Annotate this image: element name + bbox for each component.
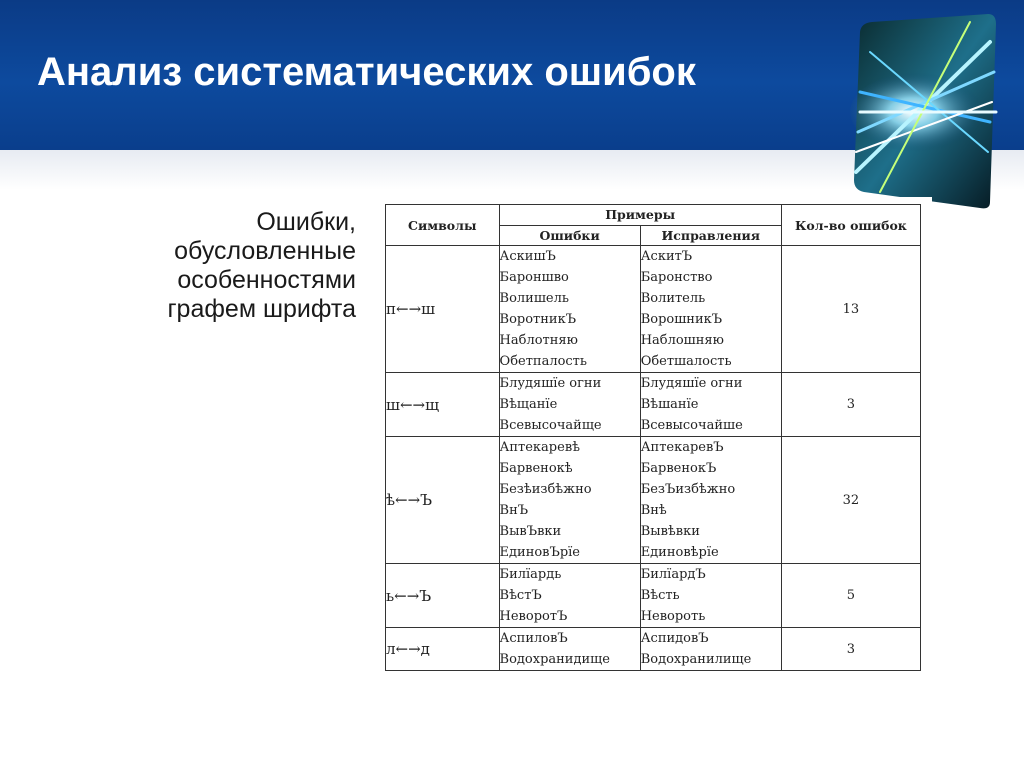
- error-word: Блудяшїе огни: [499, 376, 602, 391]
- table-row: [386, 246, 921, 373]
- correction-word: АптекаревЪ: [640, 440, 724, 455]
- correction-word: Вѣсть: [640, 588, 680, 603]
- symbol-cell: ь←→Ъ: [386, 564, 500, 628]
- errors-cell: [499, 564, 640, 628]
- corrections-cell: [640, 373, 781, 437]
- error-table: [385, 204, 921, 671]
- error-word: ВнЪ: [499, 503, 529, 518]
- count-cell: 3: [781, 373, 920, 437]
- side-caption-line: особенностями: [177, 266, 356, 294]
- correction-word: Вѣшанїе: [640, 397, 699, 412]
- error-word: АскишЪ: [499, 249, 556, 264]
- correction-word: АспидовЪ: [640, 631, 709, 646]
- errors-cell: [499, 373, 640, 437]
- error-word: ВывЪвки: [499, 524, 562, 539]
- correction-word: ВорошникЪ: [640, 312, 723, 327]
- error-word: Водохранидище: [499, 652, 610, 667]
- header-examples: Примеры: [499, 205, 781, 226]
- error-word: Обетпалость: [499, 354, 587, 369]
- correction-word: Блудяшїе огни: [640, 376, 743, 391]
- correction-word: Баронство: [640, 270, 713, 285]
- correction-word: БезЪизбѣжно: [640, 482, 736, 497]
- correction-word: Обетшалость: [640, 354, 732, 369]
- error-word: Всевысочайще: [499, 418, 602, 433]
- error-word: ЕдиновЪрїе: [499, 545, 581, 560]
- header-errors: Ошибки: [499, 225, 640, 246]
- error-word: ВѣстЪ: [499, 588, 542, 603]
- count-cell: 5: [781, 564, 920, 628]
- header-count: Кол-во ошибок: [781, 205, 920, 246]
- correction-word: Невороть: [640, 609, 706, 624]
- table-row: [386, 628, 921, 671]
- correction-word: Всевысочайше: [640, 418, 743, 433]
- error-word: Волишель: [499, 291, 569, 306]
- errors-cell: [499, 628, 640, 671]
- correction-word: БарвенокЪ: [640, 461, 717, 476]
- symbol-cell: л←→д: [386, 628, 500, 671]
- side-caption-line: обусловленные: [174, 237, 356, 265]
- error-word: ВоротникЪ: [499, 312, 577, 327]
- table-row: [386, 373, 921, 437]
- correction-word: Наблошняю: [640, 333, 724, 348]
- slide-title: Анализ систематических ошибок: [37, 50, 696, 94]
- side-caption-line: графем шрифта: [167, 295, 356, 323]
- count-cell: 13: [781, 246, 920, 373]
- correction-word: Единовѣрїе: [640, 545, 719, 560]
- count-cell: 3: [781, 628, 920, 671]
- table-row: [386, 564, 921, 628]
- side-caption-line: Ошибки,: [256, 208, 356, 236]
- error-word: Билїардь: [499, 567, 562, 582]
- symbol-cell: п←→ш: [386, 246, 500, 373]
- count-cell: 32: [781, 437, 920, 564]
- correction-word: Вывѣвки: [640, 524, 700, 539]
- header-symbols: Символы: [386, 205, 500, 246]
- correction-word: Волитель: [640, 291, 706, 306]
- error-word: Аптекаревѣ: [499, 440, 580, 455]
- correction-word: Водохранилище: [640, 652, 752, 667]
- symbol-cell: ѣ←→Ъ: [386, 437, 500, 564]
- correction-word: АскитЪ: [640, 249, 693, 264]
- error-word: Безѣизбѣжно: [499, 482, 592, 497]
- corrections-cell: [640, 437, 781, 564]
- table-row: [386, 437, 921, 564]
- header-corrections: Исправления: [640, 225, 781, 246]
- errors-cell: [499, 246, 640, 373]
- light-streak-image: [850, 12, 998, 212]
- errors-cell: [499, 437, 640, 564]
- error-word: НеворотЪ: [499, 609, 568, 624]
- error-word: АспиловЪ: [499, 631, 568, 646]
- correction-word: БилїардЪ: [640, 567, 706, 582]
- error-word: Бароншво: [499, 270, 569, 285]
- correction-word: Внѣ: [640, 503, 667, 518]
- symbol-cell: ш←→щ: [386, 373, 500, 437]
- corrections-cell: [640, 246, 781, 373]
- error-word: Вѣщанїе: [499, 397, 558, 412]
- error-word: Барвенокѣ: [499, 461, 573, 476]
- corrections-cell: [640, 628, 781, 671]
- corrections-cell: [640, 564, 781, 628]
- error-word: Наблотняю: [499, 333, 578, 348]
- side-caption: [120, 208, 356, 324]
